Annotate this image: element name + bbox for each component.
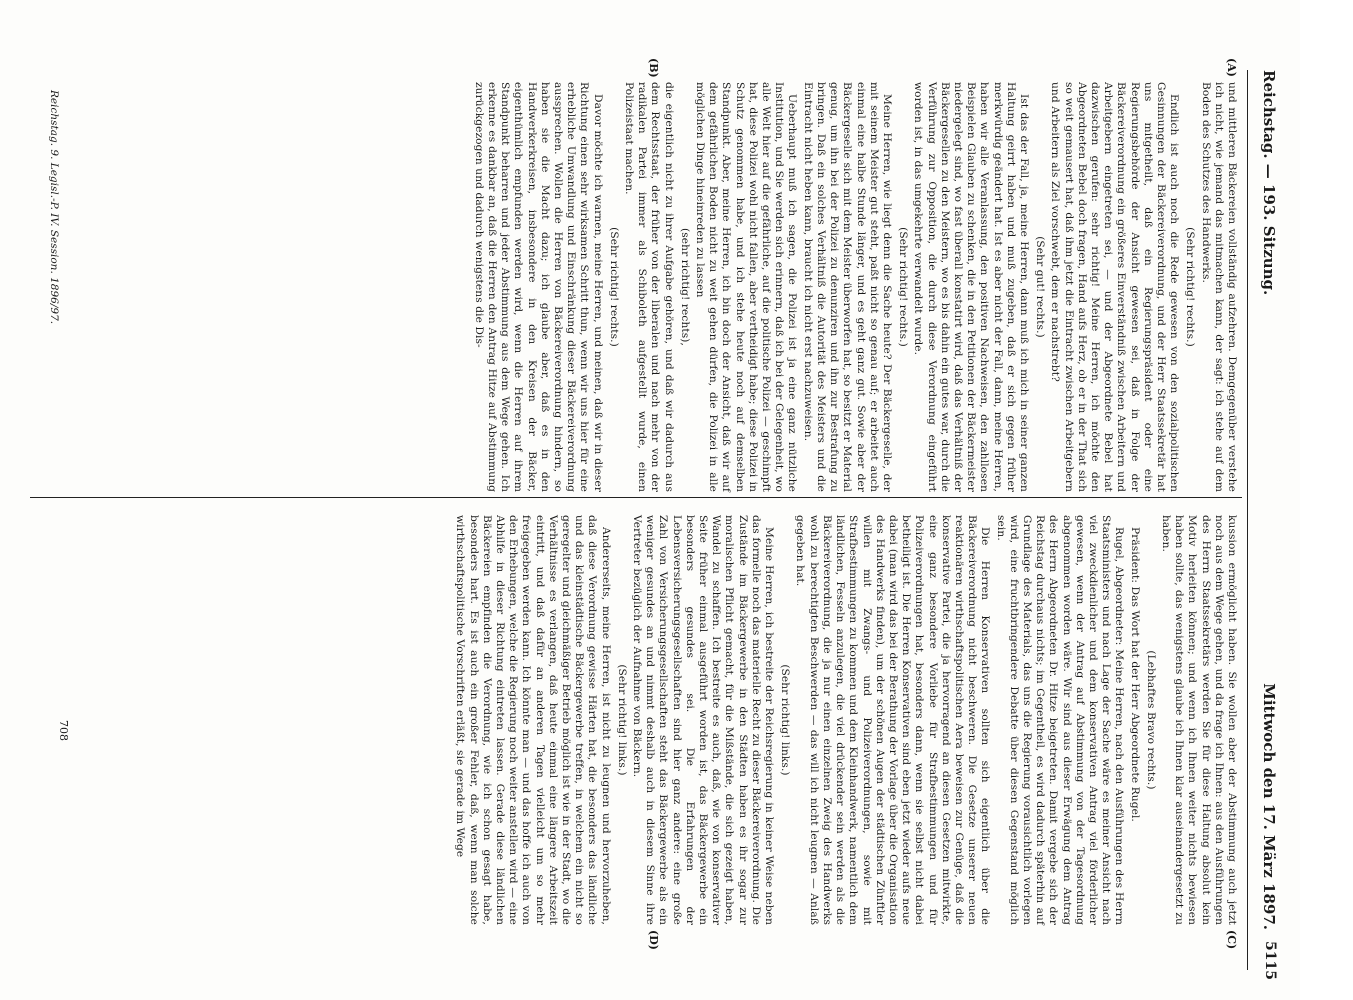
paragraph: die eigentlich nicht zu ihrer Aufgabe gehören, und daß wir dadurch aus dem Rechtsstaat, der früher von der liberalen und nach mehr von der radikalen Partei immer als Schiboleth aufgestellt wurde, einen Polizeistaat machen. <box>623 82 675 492</box>
margin-marker-a: (A) <box>1225 58 1238 77</box>
left-column <box>470 82 1238 492</box>
margin-marker-b: (B) <box>647 58 660 78</box>
interjection: (Sehr richtig! links.) <box>615 664 628 776</box>
interjection: (Sehr richtig! rechts.) <box>607 227 620 347</box>
paragraph: kussion ermöglicht haben. Sie wollen aber der Abstimmung auch jetzt noch aus dem Wege gehen, und da frage ich Ihnen: aus den Ausführungen des Herrn Staatssekretärs werden Sie für diese Haltung absolut kein Motiv herleiten können; und wenn ich Ihnen weiter nichts bewiesen haben sollte, das wenigstens glaube ich Ihnen klar auseinandergesetzt zu haben. <box>1159 515 1238 925</box>
header-left: Reichstag. — 193. Sitzung. <box>1260 70 1278 296</box>
paragraph: Davor möchte ich warnen, meine Herren, und meinen, daß wir in dieser Richtung einen sehr wirksamen Schritt thun, wenn wir uns hier für eine erhebliche Umwandlung und Einschränkung dieser Bäckereiverordnung aussprechen. Wollen die Herren von Bäckereiverordnung hindern, so haben sie die Macht dazu; ich glaube aber, daß es in den Handwerkerkreisen, insbesondere in den Kreisen der Bäcker, eigenthümlich empfunden werden wird, wenn die Herren auf ihrem Standpunkt beharren und jeder Abstimmung aus dem Wege gehen. Ich erkenne es dankbar an, daß die Herren den Antrag Hitze auf Abstimmung zurückgezogen und dadurch wenigstens die Dis- <box>472 82 604 492</box>
interjection: (Lebhaftes Bravo rechts.) <box>1144 650 1157 790</box>
page-footer: Reichstag. 9. Legisl.-P. IV. Session. 1896/97. <box>48 90 60 325</box>
header-right: Mittwoch den 17. März 1897. <box>1260 683 1278 930</box>
margin-marker-d: (D) <box>647 930 660 950</box>
interjection: (Sehr richtig! links.) <box>779 664 792 776</box>
paragraph: Meine Herren, ich bestreite der Reichsregierung in keiner Weise neben das formelle noch das materielle Recht zu dieser Bäckereiverordnung. Die Zustände im Bäckergewerbe in den Städten haben es ihr sogar zur moralischen Pflicht gemacht, für die Mißstände, die sich gezeigt haben, Wandel zu schaffen. Ich bestreite es auch, daß, wie von konservativer Seite früher einmal ausgeführt worden ist, das Bäckergewerbe ein besonders gesundes sei. Die Erfahrungen der Lebensversicherungsgesellschaften sind hier ganz andere: eine große Zahl von Versicherungsgesellschaften steht das Bäckergewerbe als ein weniger gesundes an und nimmt deshalb auch in diesem Sinne ihre Vertreter bezüglich der Aufnahme von Bäckern. <box>631 515 776 925</box>
paragraph: Die Herren Konservativen sollten sich eigentlich über die Bäckereiverordnung nicht beschweren. Die Gesetze unserer neuen reaktionären wirthschaftspolitischen Aera beweisen zur Genüge, daß die konservative Partei, die ja hervorragend an diesen Gesetzen mitwirkte, eine ganz besondere Vorliebe für Strafbestimmungen und für Polizeiverordnungen hat, besonders dann, wenn sie selbst nicht dabei betheiligt ist. Die Herren Konservativen sind eben jetzt wieder aufs neue dabei (man wird das bei der Berathung der Vorlage über die Organisation des Handwerks finden), um der schönen Augen der städtischen Zünftler willen mit Zwangs- und Polizeiverordnungen, sowie mit Strafbestimmungen zu kommen und dem Kleinhandwerk, namentlich dem ländlichen, Fesseln anzulegen, die viel drückender sein werden als die Bäckereiverordnung, die ja nur einen einzelnen Zweig des Handwerks wohl zu berechtigten Beschwerden — das will ich nicht leugnen — Anlaß gegeben hat. <box>794 515 992 925</box>
header-page-number: 5115 <box>1262 941 1278 980</box>
right-column <box>451 515 1238 925</box>
page-header <box>1252 30 1278 980</box>
interjection: (Sehr richtig! rechts.) <box>1184 227 1197 347</box>
interjection: (sehr richtig! rechts), <box>678 228 691 346</box>
speaker-paragraph: Präsident: Das Wort hat der Herr Abgeordnete Rugel. <box>1128 527 1141 822</box>
paragraph: Endlich ist auch noch die Rede gewesen von den sozialpolitischen Gesinnungen der Bäckereiverordnung, und der Herr Staatssekretär hat uns mitgetheilt, daß ein Regierungspräsident oder eine Regierungsbehörde der Ansicht gewesen sei, daß in Folge der Bäckereiverordnung ein größeres Einverständniß zwischen Arbeitern und Arbeitgebern eingetreten sei, — und der Abgeordnete Bebel hat dazwischen gerufen: sehr richtig! Meine Herren, ich möchte den Abgeordneten Bebel doch fragen, Hand aufs Herz, ob er in der That sich so weit gemausert hat, daß ihm jetzt die Eintracht zwischen Arbeitgebern und Arbeitern als Ziel vorschwebt, dem er nachstrebt? <box>1049 82 1181 492</box>
paragraph: Meine Herren, wie liegt denn die Sache heute? Der Bäckergeselle, der mit seinem Meister gut steht, paßt nicht so genau auf; er arbeitet auch einmal eine halbe Stunde länger, und es geht ganz gut. Sowie aber der Bäckergeselle sich mit dem Meister überworfen hat, so besitzt er Material genug, um ihn bei der Polizei zu denunziren und ihn zur Bestrafung zu bringen. Daß ein solches Verhältniß die Autorität des Meisters und die Eintracht nicht heben kann, braucht ich nicht erst nachzuweisen. <box>801 82 893 492</box>
paragraph: Andererseits, meine Herren, ist nicht zu leugnen und hervorzuheben, daß diese Verordnung gewisse Härten hat, die besonders das ländliche und das kleinstädtische Bäckergewerbe treffen, in welchem ein nicht so geregelter und gleichmäßiger Betrieb möglich ist wie in der Stadt, wo die Verhältnisse es verlangen, daß heute einmal eine längere Arbeitszeit eintritt, und daß dafür an anderen Tagen vielleicht um so mehr freigegeben werden kann. Ich könnte man — und das hoffe ich auch von den Erhebungen, welche die Regierung noch weiter anstellen wird — eine Abhilfe in dieser Richtung eintreten lassen. Gerade diese ländlichen Bäckereien empfinden die Verordnung, wie ich schon gesagt habe, besonders hart. Es ist auch ein großer Fehler, daß, wenn man solche wirthschaftspolitische Vorschriften erläßt, sie gerade im Wege <box>454 515 612 925</box>
paragraph: und mittleren Bäckereien vollständig aufzehren. Demgegenüber verstehe ich nicht, wie jemand das mitmachen kann, der sagt: ich stehe auf dem Boden des Schutzes des Handwerks. <box>1199 82 1238 492</box>
margin-marker-c: (C) <box>1225 930 1238 950</box>
paragraph: Ueberhaupt muß ich sagen, die Polizei ist ja eine ganz nützliche Institution, und Sie werden sich erinnern, daß ich bei der Gelegenheit, wo alle Welt hier auf die gefährliche, auf die politische Polizei — geschimpft hat, diese Polizei wohl nicht fallen, aber vertheidigt habe; diese Polizei in Schutz genommen habe, und ich stehe heute noch auf demselben Standpunkt. Aber, meine Herren, ich bin doch der Ansicht, daß wir auf dem gefährlichen Boden nicht zu weit gehen dürfen, die Polizei in alle möglichen Dinge hineinreden zu lassen <box>694 82 799 492</box>
footer-page-number: 708 <box>57 720 70 741</box>
column-divider <box>30 497 1242 498</box>
interjection: (Sehr richtig! rechts.) <box>897 227 910 347</box>
paragraph: Ist das der Fall, ja, meine Herren, dann muß ich mich in seiner ganzen Haltung geirrt haben und muß zugeben, daß er sich gegen früher merkwürdig geändert hat. Ist es aber nicht der Fall, dann, meine Herren, haben wir alle Veranlassung, den positiven Nachweisen, den zahllosen Beispielen Glauben zu schenken, die in den Petitionen der Bäckermeister niedergelegt sind, wo fast überall konstatirt wird, daß das Verhältniß der Bäckergesellen zu den Meistern, wo es bis dahin ein gutes war, durch die Verführung zur Opposition, die durch diese Verordnung eingeführt worden ist, in das umgekehrte verwandelt wurde. <box>912 82 1030 492</box>
header-rule <box>1247 70 1248 970</box>
speaker-paragraph: Rugel, Abgeordneter: Meine Herren, nach den Ausführungen des Herrn Staatsministers und nach Lage der Sache wäre es meiner Ansicht nach viel zweckdienlicher und dem konservativen Antrag viel förderlicher gewesen, wenn der Antrag auf Abstimmung von der Tagesordnung abgenommen worden wäre. Wir sind aus dieser Erwägung dem Antrag des Herrn Abgeordneten Dr. Hitze beigetreten. Damit vergebe sich der Reichstag durchaus nichts; im Gegentheil, es wird dadurch späterhin auf Grundlage des Materials, das uns die Regierung vorausichtlich vorlegen wird, eine fruchtbringendere Debatte über diesen Gegenstand möglich sein. <box>994 515 1126 925</box>
interjection: (Sehr gut! rechts.) <box>1034 236 1047 338</box>
